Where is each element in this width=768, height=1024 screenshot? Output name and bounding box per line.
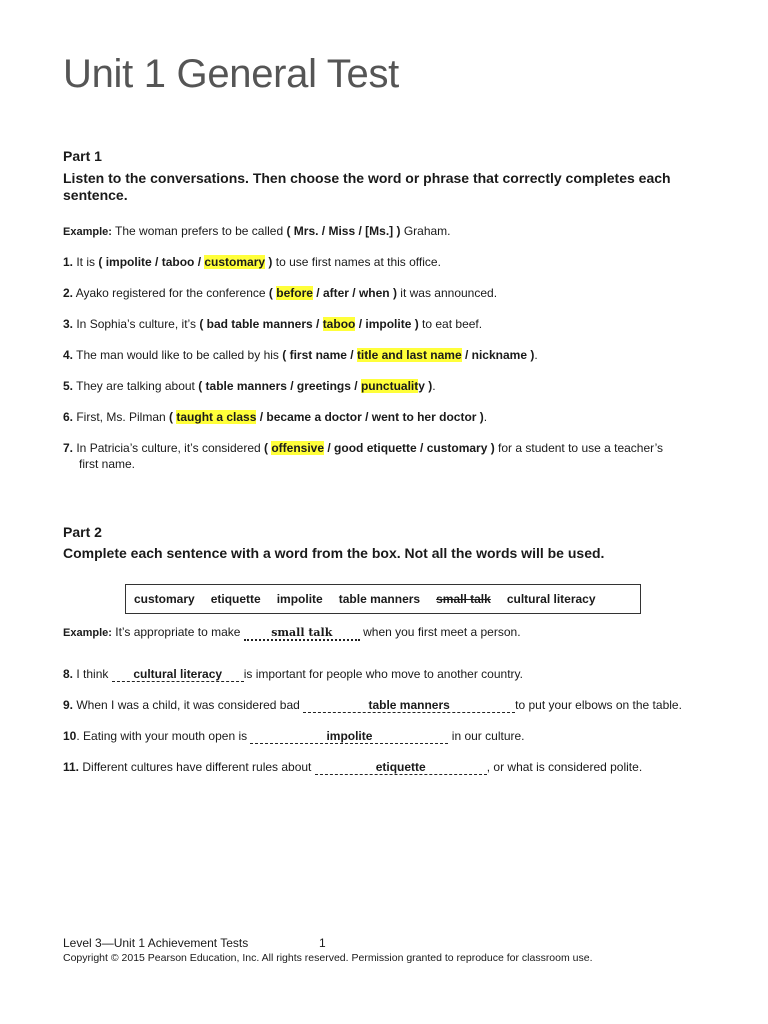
part1-example: Example: The woman prefers to be called ( Mrs. / Miss / [Ms.] ) Graham. [63,224,451,238]
question-3: 3. In Sophia’s culture, it’s ( bad table manners / taboo / impolite ) to eat beef. [63,317,483,331]
selected-answer: offensive [271,441,325,455]
footer-source: Level 3—Unit 1 Achievement Tests [63,936,249,950]
test-page [63,0,713,1024]
copyright: Copyright © 2015 Pearson Education, Inc. All rights reserved. Permission granted to reproduce for classroom use. [63,952,593,964]
answer-blank: table manners [303,699,515,713]
part2-example: Example: It’s appropriate to make small talk when you first meet a person. [63,625,521,639]
question-2: 2. Ayako registered for the conference ( before / after / when ) it was announced. [63,286,498,300]
part1-instructions: Listen to the conversations. Then choose the word or phrase that correctly completes each sentence. [63,170,671,203]
selected-answer: customary [204,255,266,269]
question-10: 10. Eating with your mouth open is impolite in our culture. [63,729,525,743]
selected-answer: punctualit [360,379,419,393]
word-option: cultural literacy [506,592,596,606]
question-9: 9. When I was a child, it was considered bad table manners to put your elbows on the table. [63,698,682,712]
footer [63,936,326,950]
part1-heading: Part 1 [63,148,102,164]
question-8: 8. I think cultural literacy is important for people who move to another country. [63,667,523,681]
question-7: 7. In Patricia’s culture, it’s considered ( offensive / good etiquette / customary ) for a student to use a teacher’s [63,441,664,455]
selected-answer: taboo [322,317,356,331]
word-option: customary [134,592,195,606]
question-1: 1. It is ( impolite / taboo / customary ) to use first names at this office. [63,255,441,269]
page-number: 1 [319,936,326,950]
word-option: table manners [338,592,421,606]
answer-blank: etiquette [315,761,487,775]
selected-answer: taught a class [176,410,257,424]
question-4: 4. The man would like to be called by his ( first name / title and last name / nickname ). [63,348,538,362]
word-option: impolite [276,592,323,606]
word-box [125,584,641,614]
page-title: Unit 1 General Test [63,52,399,96]
word-option: etiquette [210,592,261,606]
question-6: 6. First, Ms. Pilman ( taught a class / became a doctor / went to her doctor ). [63,410,488,424]
question-5: 5. They are talking about ( table manners / greetings / punctuality ). [63,379,436,393]
answer-blank: cultural literacy [112,668,244,682]
selected-answer: title and last name [356,348,462,362]
answer-blank: small talk [244,626,360,641]
part2-heading: Part 2 [63,524,102,540]
part2-instructions: Complete each sentence with a word from the box. Not all the words will be used. [63,545,605,561]
word-option-used: small talk [436,592,491,606]
selected-answer: before [276,286,313,300]
question-11: 11. Different cultures have different rules about etiquette , or what is considered polite. [63,760,643,774]
question-7-continuation: first name. [79,457,136,471]
answer-blank: impolite [250,730,448,744]
